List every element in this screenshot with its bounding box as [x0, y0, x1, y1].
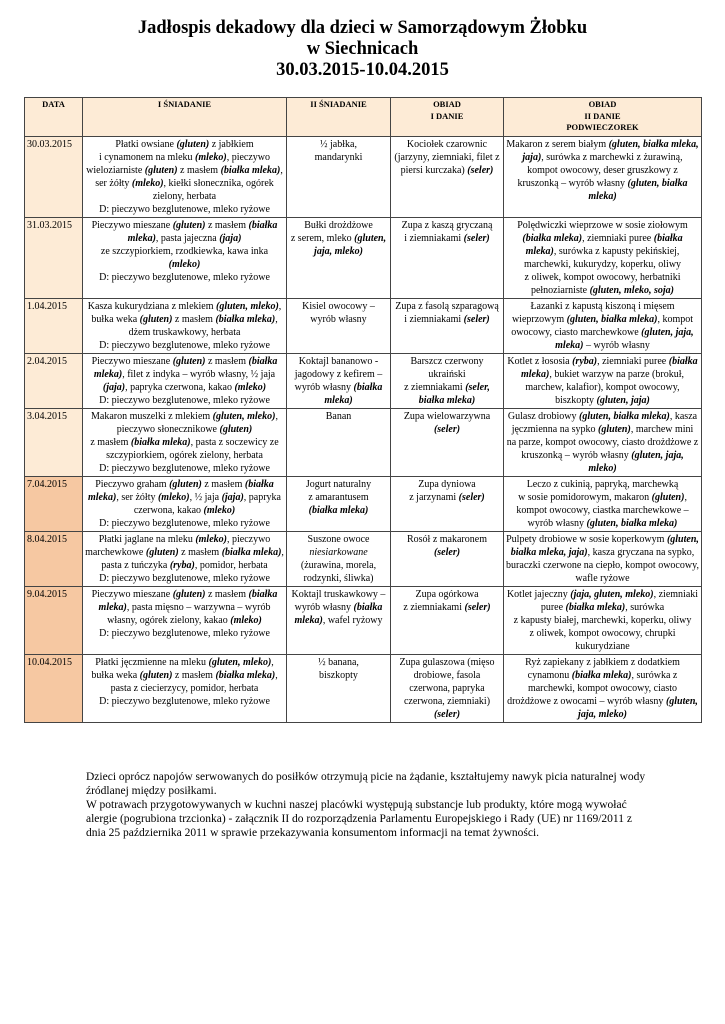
menu-text: , surówka z kapusty białej, marchewki, koperku, oliwy z oliwek, kompot owocowy, chrupki kukurydziane — [513, 602, 692, 652]
date-cell: 30.03.2015 — [25, 137, 83, 218]
date-cell: 9.04.2015 — [25, 587, 83, 655]
menu-text: z masłem — [178, 547, 222, 558]
breakfast-2-cell — [287, 409, 391, 477]
allergen-text: (gluten, jaja, mleko) — [588, 450, 684, 474]
allergen-text: (jaja) — [102, 382, 126, 393]
allergen-text: (białka mleka) — [87, 479, 274, 503]
allergen-text: (mleko) — [168, 259, 201, 270]
menu-text: Barszcz czerwony ukraiński z ziemniakami — [404, 356, 484, 393]
allergen-text: (białka mleka) — [521, 356, 698, 380]
lunch-1-cell — [391, 299, 504, 354]
allergen-text: (białka mleka) — [308, 505, 369, 516]
breakfast-1-cell — [83, 354, 287, 409]
menu-text: Zupa gulaszowa (mięso drobiowe, fasola czerwona, papryka czerwona, ziemniaki) — [399, 657, 495, 707]
notes — [86, 770, 646, 840]
breakfast-2-cell — [287, 655, 391, 723]
menu-text: Płatki owsiane — [115, 139, 177, 150]
header-date: DATA — [25, 98, 83, 137]
allergen-text: (gluten) — [145, 547, 179, 558]
menu-text: , ser żółty — [95, 165, 283, 189]
menu-text: z masłem — [205, 356, 249, 367]
menu-text: Zupa wielowarzywna — [403, 411, 491, 422]
breakfast-1-cell — [83, 218, 287, 299]
allergen-text: (mleko) — [230, 615, 262, 626]
menu-text: Pulpety drobiowe w sosie koperkowym — [506, 534, 667, 545]
breakfast-1-cell — [83, 532, 287, 587]
allergen-text: (seler) — [467, 165, 494, 176]
allergen-text: (gluten) — [172, 356, 206, 367]
allergen-text: (białka mleka) — [221, 547, 282, 558]
allergen-text: (jaja, gluten, mleko) — [570, 589, 654, 600]
date-cell: 2.04.2015 — [25, 354, 83, 409]
lunch-2-cell — [504, 218, 702, 299]
menu-text: , pasta z soczewicy ze szczypiorkiem, ogórek zielony, herbata D: pieczywo bezglutenowe, mleko ryżowe — [99, 437, 279, 474]
menu-text: Suszone owoce — [307, 534, 370, 545]
menu-text: , dżem truskawkowy, herbata D: pieczywo bezglutenowe, mleko ryżowe — [99, 314, 278, 351]
menu-text: , pasta mięsno – warzywna – wyrób własny, ogórek zielony, kakao — [107, 602, 271, 626]
allergen-text: (białka mleka) — [98, 589, 278, 613]
allergen-text: (seler) — [433, 547, 461, 558]
menu-text: Pieczywo mieszane — [91, 356, 173, 367]
allergen-text: (seler) — [464, 602, 491, 613]
menu-text: Makaron muszelki z mlekiem — [91, 411, 213, 422]
menu-text: , filet z indyka – wyrób własny, ½ jaja — [122, 369, 276, 380]
menu-text: ½ banana, biszkopty — [318, 657, 359, 681]
allergen-text: (gluten, jaja, mleka) — [555, 327, 694, 351]
allergen-text: (białka mleka) — [220, 165, 281, 176]
allergen-text: (białka mleka) — [127, 220, 278, 244]
menu-text: Kociołek czarownic (jarzyny, ziemniaki, filet z piersi kurczaka) — [394, 139, 500, 176]
note-allergens: W potrawach przygotowywanych w kuchni naszej placówki występują substancje lub produkty, które mogą wywołać alergie (pogrubiona trzcionka) - załącznik II do rozporządzenia Parlamentu Europejskiego i Rady (UE) nr 1169/2011 z dnia 25 października 2011 w sprawie przekazywania konsumentom informacji na temat żywności. — [86, 799, 632, 839]
menu-text: ze szczypiorkiem, rzodkiewka, kawa inka — [100, 246, 269, 257]
table-row — [25, 587, 702, 655]
header-lunch-2 — [504, 98, 702, 137]
table-row — [25, 477, 702, 532]
menu-text: Zupa z fasolą szparagową i ziemniakami — [395, 301, 499, 325]
table-row — [25, 137, 702, 218]
allergen-text: (gluten) — [139, 670, 173, 681]
table-row — [25, 299, 702, 354]
allergen-text: (białka mleka) — [565, 602, 626, 613]
menu-text: z masłem — [172, 314, 216, 325]
table-row — [25, 655, 702, 723]
allergen-text: (gluten) — [139, 314, 173, 325]
menu-text: D: pieczywo bezglutenowe, mleko ryżowe — [99, 395, 270, 406]
breakfast-1-cell — [83, 587, 287, 655]
allergen-text: (seler, białka mleka) — [418, 382, 490, 406]
breakfast-2-cell — [287, 532, 391, 587]
menu-text: Banan — [325, 411, 352, 422]
menu-text: z masłem — [172, 670, 216, 681]
title-line-2: w Siechnicach — [306, 39, 419, 59]
allergen-text: (białka mleka) — [93, 356, 278, 380]
header-lunch-2-line: OBIAD — [588, 99, 617, 109]
header-breakfast-1: I ŚNIADANIE — [83, 98, 287, 137]
menu-text: Kotlet z łososia — [507, 356, 573, 367]
allergen-text: (białka mleka) — [294, 602, 383, 626]
menu-text: Pieczywo mieszane — [91, 589, 173, 600]
allergen-text: (białka mleka) — [525, 233, 683, 257]
allergen-text: (gluten, białka mleka, jaja) — [510, 534, 699, 558]
allergen-text: (jaja) — [219, 233, 242, 244]
menu-text: , pasta z tuńczyka — [101, 547, 284, 571]
allergen-text: (mleko) — [195, 152, 227, 163]
menu-text: Kasza kukurydziana z mlekiem — [87, 301, 216, 312]
allergen-text: (białka mleka) — [130, 437, 191, 448]
allergen-text: (gluten) — [172, 220, 206, 231]
date-cell: 10.04.2015 — [25, 655, 83, 723]
lunch-1-cell — [391, 218, 504, 299]
menu-text: , kiełki słonecznika, ogórek zielony, herbata D: pieczywo bezglutenowe, mleko ryżowe — [99, 178, 274, 215]
header-lunch-1 — [391, 98, 504, 137]
date-cell: 8.04.2015 — [25, 532, 83, 587]
allergen-text: (gluten) — [144, 165, 178, 176]
header-lunch-1-line: I DANIE — [430, 110, 464, 121]
lunch-2-cell — [504, 409, 702, 477]
allergen-text: (gluten, mleko) — [208, 657, 272, 668]
lunch-1-cell — [391, 354, 504, 409]
menu-text: Łazanki z kapustą kiszoną i mięsem wieprzowym — [511, 301, 675, 325]
allergen-text: (seler) — [463, 314, 490, 325]
lunch-2-cell — [504, 587, 702, 655]
menu-text: z masłem — [205, 220, 249, 231]
breakfast-2-cell — [287, 218, 391, 299]
allergen-text: (gluten, białka mleka) — [579, 411, 670, 422]
menu-text: , ½ jaja — [189, 492, 222, 503]
menu-text: , kompot owocowy, ciastka marchewkowe – wyrób własny — [516, 492, 689, 529]
title-line-3: 30.03.2015-10.04.2015 — [276, 60, 449, 80]
allergen-text: (gluten) — [219, 424, 253, 435]
menu-text: , papryka czerwona, kakao — [125, 382, 235, 393]
lunch-1-cell — [391, 477, 504, 532]
menu-text: D: pieczywo bezglutenowe, mleko ryżowe — [99, 272, 270, 283]
menu-table-body — [25, 137, 702, 723]
menu-text: z masłem — [205, 589, 249, 600]
allergen-text: (mleko) — [131, 178, 164, 189]
menu-text: , surówka z marchewki z żurawiną, kompot owocowy, deser gruszkowy z kruszonką – wyrób własny — [517, 152, 683, 189]
menu-text: Zupa ogórkowa z ziemniakami — [403, 589, 479, 613]
breakfast-2-cell — [287, 299, 391, 354]
menu-text: Ryż zapiekany z jabłkiem z dodatkiem cynamonu — [525, 657, 680, 681]
table-row — [25, 218, 702, 299]
lunch-2-cell — [504, 299, 702, 354]
breakfast-1-cell — [83, 299, 287, 354]
menu-text: (żurawina, morela, rodzynki, śliwka) — [300, 560, 377, 584]
menu-text: – wyrób własny — [583, 340, 650, 351]
lunch-2-cell — [504, 354, 702, 409]
lunch-2-cell — [504, 532, 702, 587]
menu-text: Płatki jęczmienne na mleku — [95, 657, 209, 668]
allergen-text: (mleko) — [157, 492, 190, 503]
menu-text: ½ jabłka, mandarynki — [314, 139, 363, 163]
lunch-2-cell — [504, 477, 702, 532]
menu-text: , wafel ryżowy — [322, 615, 383, 626]
table-row — [25, 409, 702, 477]
menu-text: Leczo z cukinią, papryką, marchewką w sosie pomidorowym, makaron — [518, 479, 679, 503]
menu-text: , kasza gryczana na sypko, buraczki czerwone na ciepło, kompot owocowy, wafle ryżowe — [506, 547, 699, 584]
menu-text: z jabłkiem i cynamonem na mleku — [98, 139, 254, 163]
allergen-text: (białka mleka) — [522, 233, 583, 244]
menu-text: z masłem — [90, 437, 131, 448]
menu-text: , papryka czerwona, kakao — [133, 492, 281, 516]
allergen-text: (gluten) — [598, 424, 631, 435]
allergen-text: (gluten, białka mleka) — [566, 314, 658, 325]
allergen-text: (białka mleka) — [571, 670, 632, 681]
allergen-text: (seler) — [433, 709, 461, 720]
menu-text: Płatki jaglane na mleku — [98, 534, 196, 545]
allergen-text: (gluten, białka mleka) — [586, 518, 678, 529]
allergen-text: (gluten) — [172, 589, 206, 600]
allergen-text: (jaja) — [221, 492, 244, 503]
menu-text: , surówka z marchewki, kompot owocowy, ciasto drożdżowe z owocami – wyrób własny — [507, 670, 678, 707]
menu-text: , kompot owocowy, ciasto marchewkowe — [511, 314, 694, 338]
allergen-text: (gluten) — [651, 492, 685, 503]
date-cell: 3.04.2015 — [25, 409, 83, 477]
menu-text: Rosół z makaronem — [407, 534, 487, 545]
allergen-text: (białka mleka) — [215, 314, 276, 325]
date-cell: 31.03.2015 — [25, 218, 83, 299]
lunch-1-cell — [391, 587, 504, 655]
date-cell: 7.04.2015 — [25, 477, 83, 532]
allergen-text: (gluten, jaja, mleko) — [314, 233, 387, 257]
date-cell: 1.04.2015 — [25, 299, 83, 354]
allergen-text: (seler) — [463, 233, 490, 244]
allergen-text: (gluten, białka mleka) — [588, 178, 688, 202]
allergen-text: (mleko) — [203, 505, 236, 516]
menu-text: , surówka z kapusty pekińskiej, marchewki, kukurydzy, koperku, oliwy z oliwek, kompot owocowy, herbatniki pełnoziarniste — [523, 246, 682, 296]
allergen-text: (gluten, białka mleka, jaja) — [522, 139, 699, 163]
allergen-text: (mleko) — [234, 382, 267, 393]
lunch-1-cell — [391, 409, 504, 477]
lunch-1-cell — [391, 532, 504, 587]
breakfast-1-cell — [83, 477, 287, 532]
menu-text: Bułki drożdżowe z serem, mleko — [290, 220, 373, 244]
header-lunch-1-line: OBIAD — [433, 99, 461, 109]
menu-text: Polędwiczki wieprzowe w sosie ziołowym — [517, 220, 688, 231]
table-row — [25, 354, 702, 409]
allergen-text: (gluten) — [169, 479, 202, 490]
menu-text: , ziemniaki puree — [582, 233, 654, 244]
menu-table — [24, 97, 702, 723]
menu-text: , pieczywo słonecznikowe — [116, 411, 278, 435]
menu-text: Koktajl bananowo - jagodowy z kefirem – wyrób własny — [294, 356, 383, 393]
allergen-text: (białka mleka) — [324, 382, 383, 406]
menu-text: Jogurt naturalny z amarantusem — [305, 479, 372, 503]
allergen-text: (gluten, mleko) — [216, 301, 279, 312]
lunch-1-cell — [391, 655, 504, 723]
breakfast-2-cell — [287, 137, 391, 218]
document-title — [0, 18, 725, 81]
menu-text: Makaron z serem białym — [506, 139, 609, 150]
allergen-text: (gluten, jaja, mleko) — [578, 696, 698, 720]
menu-text: z masłem — [177, 165, 221, 176]
menu-text: , bułka weka — [91, 657, 274, 681]
menu-text: , ser żółty — [116, 492, 158, 503]
menu-text: D: pieczywo bezglutenowe, mleko ryżowe — [99, 518, 270, 529]
breakfast-1-cell — [83, 137, 287, 218]
menu-text: Koktajl truskawkowy – wyrób własny — [291, 589, 386, 613]
menu-text: Gulasz drobiowy — [507, 411, 580, 422]
header-lunch-2-line: PODWIECZOREK — [566, 122, 639, 132]
table-row — [25, 532, 702, 587]
menu-text: , pasta jajeczna — [155, 233, 220, 244]
breakfast-1-cell — [83, 655, 287, 723]
allergen-text: (ryba) — [169, 560, 195, 571]
header-lunch-2-line: II DANIE — [584, 110, 621, 121]
allergen-text: (mleko) — [195, 534, 227, 545]
lunch-2-cell — [504, 137, 702, 218]
menu-text: , bukiet warzyw na parze (brokuł, marchew, kalafior), kompot owocowy, biszkopty — [525, 369, 684, 406]
lunch-1-cell — [391, 137, 504, 218]
menu-text: Zupa z kaszą gryczaną i ziemniakami — [401, 220, 493, 244]
allergen-text: (seler) — [433, 424, 461, 435]
menu-text: z masłem — [201, 479, 245, 490]
menu-text: D: pieczywo bezglutenowe, mleko ryżowe — [99, 628, 270, 639]
menu-text: Pieczywo mieszane — [91, 220, 173, 231]
menu-text: , pasta z ciecierzycy, pomidor, herbata D: pieczywo bezglutenowe, mleko ryżowe — [99, 670, 278, 707]
breakfast-2-cell — [287, 354, 391, 409]
menu-text: , bułka weka — [91, 301, 282, 325]
menu-text: Pieczywo graham — [95, 479, 170, 490]
menu-text: Zupa dyniowa z jarzynami — [409, 479, 476, 503]
menu-text: , marchew mini na parze, kompot owocowy, ciasto drożdżowe z kruszonką – wyrób własny — [506, 424, 699, 461]
menu-text: , kasza jęczmienna na sypko — [511, 411, 698, 435]
allergen-text: (gluten) — [176, 139, 210, 150]
header-row — [25, 98, 702, 137]
lunch-2-cell — [504, 655, 702, 723]
menu-text: niesiarkowane — [309, 547, 368, 558]
breakfast-2-cell — [287, 477, 391, 532]
allergen-text: (gluten, mleko) — [212, 411, 276, 422]
allergen-text: (seler) — [458, 492, 485, 503]
allergen-text: (gluten, jaja) — [596, 395, 650, 406]
breakfast-1-cell — [83, 409, 287, 477]
title-line-1: Jadłospis dekadowy dla dzieci w Samorządowym Żłobku — [137, 18, 588, 38]
menu-text: , pieczywo marchewkowe — [85, 534, 271, 558]
menu-text: , pieczywo wieloziarniste — [86, 152, 271, 176]
menu-text: Kotlet jajeczny — [506, 589, 571, 600]
allergen-text: (gluten, mleko, soja) — [589, 285, 675, 296]
header-breakfast-2: II ŚNIADANIE — [287, 98, 391, 137]
allergen-text: (ryba) — [572, 356, 598, 367]
breakfast-2-cell — [287, 587, 391, 655]
menu-text: , ziemniaki puree — [597, 356, 669, 367]
menu-text: , ziemniaki puree — [540, 589, 699, 613]
allergen-text: (białka mleka) — [215, 670, 276, 681]
menu-text: Kisiel owocowy – wyrób własny — [302, 301, 375, 325]
note-water: Dzieci oprócz napojów serwowanych do posiłków otrzymują picie na żądanie, kształtujemy nawyk picia naturalnej wody źródlanej między posiłkami. — [86, 771, 646, 797]
menu-text: , pomidor, herbata D: pieczywo bezglutenowe, mleko ryżowe — [99, 560, 270, 584]
